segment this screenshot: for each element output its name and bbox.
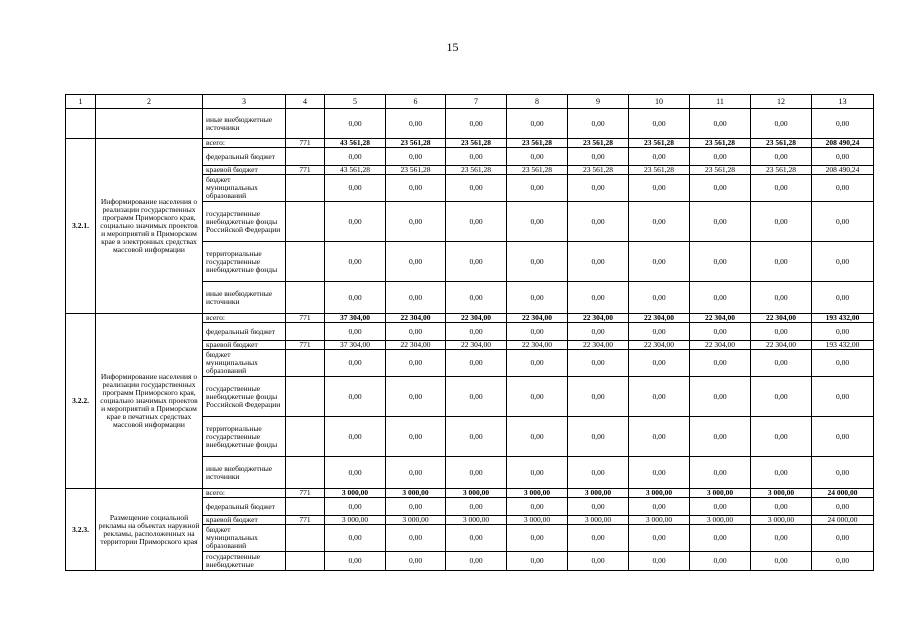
value-cell: 23 561,28 [751,166,812,175]
value-cell: 0,00 [568,552,629,571]
value-cell: 0,00 [446,323,507,341]
value-cell: 193 432,00 [812,341,874,350]
value-cell: 3 000,00 [751,516,812,525]
value-cell: 3 000,00 [751,489,812,498]
value-cell: 0,00 [507,323,568,341]
value-cell: 0,00 [751,417,812,457]
value-cell: 0,00 [386,377,446,417]
empty-num-cell [66,109,96,139]
value-cell: 0,00 [690,498,751,516]
table-row [66,139,874,148]
item-name: Информирование населения о реализации государственных программ Приморского края, социально значимых проектов и мероприятий в Приморском крае в электронных средствах массовой информации [96,139,203,314]
value-cell: 0,00 [325,350,386,377]
code-cell: 771 [286,516,325,525]
value-cell: 0,00 [386,242,446,282]
value-cell: 3 000,00 [568,489,629,498]
table-row [66,109,874,139]
value-cell: 0,00 [446,498,507,516]
value-cell: 0,00 [690,242,751,282]
header-cell: 8 [507,95,568,109]
value-cell: 3 000,00 [325,516,386,525]
value-cell: 0,00 [507,175,568,202]
value-cell: 0,00 [386,282,446,314]
value-cell: 0,00 [751,109,812,139]
source-cell: государственные внебюджетные фонды Российской Федерации [203,377,286,417]
value-cell: 0,00 [386,202,446,242]
value-cell: 24 000,00 [812,489,874,498]
value-cell: 22 304,00 [507,341,568,350]
value-cell: 3 000,00 [386,489,446,498]
value-cell: 0,00 [446,109,507,139]
source-cell: территориальные государственные внебюджетные фонды [203,417,286,457]
source-cell: краевой бюджет [203,516,286,525]
value-cell: 0,00 [325,175,386,202]
value-cell: 0,00 [690,175,751,202]
code-cell [286,109,325,139]
value-cell: 22 304,00 [386,314,446,323]
value-cell: 0,00 [568,323,629,341]
value-cell: 43 561,28 [325,166,386,175]
code-cell [286,202,325,242]
code-cell: 771 [286,489,325,498]
value-cell: 22 304,00 [629,314,690,323]
value-cell: 3 000,00 [568,516,629,525]
value-cell: 0,00 [751,525,812,552]
value-cell: 0,00 [812,175,874,202]
source-cell: бюджет муниципальных образований [203,175,286,202]
value-cell: 0,00 [690,377,751,417]
value-cell: 0,00 [812,109,874,139]
value-cell: 0,00 [629,417,690,457]
value-cell: 0,00 [325,377,386,417]
value-cell: 0,00 [812,202,874,242]
value-cell: 0,00 [812,498,874,516]
code-cell: 771 [286,314,325,323]
source-cell: федеральный бюджет [203,148,286,166]
value-cell: 0,00 [812,282,874,314]
value-cell: 23 561,28 [568,139,629,148]
value-cell: 3 000,00 [446,489,507,498]
value-cell: 0,00 [325,552,386,571]
value-cell: 0,00 [507,457,568,489]
value-cell: 23 561,28 [568,166,629,175]
value-cell: 23 561,28 [386,139,446,148]
header-cell: 7 [446,95,507,109]
value-cell: 0,00 [325,525,386,552]
value-cell: 0,00 [568,148,629,166]
value-cell: 0,00 [446,148,507,166]
value-cell: 0,00 [812,148,874,166]
value-cell: 23 561,28 [507,139,568,148]
value-cell: 0,00 [629,175,690,202]
header-cell: 12 [751,95,812,109]
value-cell: 0,00 [629,377,690,417]
value-cell: 0,00 [690,202,751,242]
source-cell: федеральный бюджет [203,323,286,341]
code-cell [286,242,325,282]
value-cell: 0,00 [386,498,446,516]
code-cell [286,282,325,314]
value-cell: 0,00 [629,282,690,314]
code-cell: 771 [286,166,325,175]
value-cell: 0,00 [751,498,812,516]
value-cell: 0,00 [386,175,446,202]
value-cell: 0,00 [386,525,446,552]
value-cell: 0,00 [751,457,812,489]
value-cell: 0,00 [446,377,507,417]
source-cell: государственные внебюджетные фонды Российской Федерации [203,202,286,242]
value-cell: 0,00 [812,323,874,341]
value-cell: 0,00 [446,175,507,202]
item-number: 3.2.2. [66,314,96,489]
value-cell: 0,00 [751,148,812,166]
value-cell: 22 304,00 [568,314,629,323]
value-cell: 3 000,00 [629,489,690,498]
budget-table [65,94,874,571]
item-name: Информирование населения о реализации государственных программ Приморского края, социально значимых проектов и мероприятий в Приморском крае в печатных средствах массовой информации [96,314,203,489]
code-cell [286,525,325,552]
value-cell: 22 304,00 [751,314,812,323]
value-cell: 0,00 [507,525,568,552]
value-cell: 0,00 [446,457,507,489]
value-cell: 0,00 [690,282,751,314]
value-cell: 37 304,00 [325,341,386,350]
value-cell: 0,00 [568,109,629,139]
value-cell: 0,00 [812,552,874,571]
value-cell: 0,00 [812,457,874,489]
value-cell: 0,00 [690,350,751,377]
value-cell: 0,00 [690,525,751,552]
value-cell: 23 561,28 [386,166,446,175]
source-cell: территориальные государственные внебюджетные фонды [203,242,286,282]
value-cell: 0,00 [568,350,629,377]
value-cell: 0,00 [751,282,812,314]
value-cell: 193 432,00 [812,314,874,323]
value-cell: 0,00 [690,148,751,166]
value-cell: 0,00 [751,552,812,571]
source-cell: иные внебюджетные источники [203,457,286,489]
code-cell [286,148,325,166]
value-cell: 0,00 [629,242,690,282]
value-cell: 0,00 [507,148,568,166]
value-cell: 0,00 [507,202,568,242]
code-cell [286,457,325,489]
source-cell: иные внебюджетные источники [203,109,286,139]
code-cell [286,377,325,417]
value-cell: 37 304,00 [325,314,386,323]
value-cell: 0,00 [629,202,690,242]
code-cell [286,350,325,377]
value-cell: 3 000,00 [690,516,751,525]
value-cell: 0,00 [690,109,751,139]
value-cell: 0,00 [386,552,446,571]
value-cell: 0,00 [751,202,812,242]
value-cell: 22 304,00 [446,314,507,323]
value-cell: 0,00 [629,552,690,571]
value-cell: 0,00 [325,242,386,282]
value-cell: 0,00 [446,350,507,377]
table-row [66,489,874,498]
value-cell: 23 561,28 [690,139,751,148]
value-cell: 0,00 [751,377,812,417]
value-cell: 0,00 [751,323,812,341]
empty-name-cell [96,109,203,139]
value-cell: 22 304,00 [386,341,446,350]
value-cell: 0,00 [507,552,568,571]
value-cell: 0,00 [629,498,690,516]
value-cell: 3 000,00 [507,516,568,525]
value-cell: 43 561,28 [325,139,386,148]
header-cell: 3 [203,95,286,109]
value-cell: 0,00 [446,552,507,571]
header-row [66,95,874,109]
value-cell: 22 304,00 [446,341,507,350]
value-cell: 22 304,00 [629,341,690,350]
value-cell: 0,00 [507,350,568,377]
value-cell: 0,00 [386,323,446,341]
value-cell: 22 304,00 [751,341,812,350]
value-cell: 0,00 [325,282,386,314]
value-cell: 0,00 [629,457,690,489]
value-cell: 0,00 [386,109,446,139]
value-cell: 3 000,00 [507,489,568,498]
value-cell: 3 000,00 [446,516,507,525]
value-cell: 0,00 [446,282,507,314]
source-cell: всего: [203,139,286,148]
value-cell: 3 000,00 [325,489,386,498]
value-cell: 23 561,28 [507,166,568,175]
item-number: 3.2.1. [66,139,96,314]
source-cell: всего: [203,489,286,498]
source-cell: всего: [203,314,286,323]
value-cell: 23 561,28 [446,166,507,175]
value-cell: 0,00 [629,350,690,377]
value-cell: 0,00 [812,525,874,552]
value-cell: 0,00 [812,242,874,282]
value-cell: 0,00 [568,377,629,417]
value-cell: 0,00 [325,109,386,139]
value-cell: 0,00 [507,498,568,516]
value-cell: 0,00 [386,350,446,377]
value-cell: 0,00 [386,148,446,166]
header-cell: 6 [386,95,446,109]
value-cell: 0,00 [690,552,751,571]
value-cell: 24 000,00 [812,516,874,525]
value-cell: 0,00 [325,498,386,516]
value-cell: 0,00 [812,417,874,457]
value-cell: 0,00 [325,202,386,242]
value-cell: 3 000,00 [386,516,446,525]
value-cell: 0,00 [629,109,690,139]
value-cell: 0,00 [325,323,386,341]
value-cell: 22 304,00 [507,314,568,323]
value-cell: 0,00 [568,457,629,489]
code-cell [286,323,325,341]
code-cell: 771 [286,341,325,350]
source-cell: бюджет муниципальных образований [203,350,286,377]
value-cell: 0,00 [507,242,568,282]
item-name: Размещение социальной рекламы на объектах наружной рекламы, расположенных на территории Приморского края [96,489,203,571]
value-cell: 0,00 [568,498,629,516]
source-cell: федеральный бюджет [203,498,286,516]
value-cell: 0,00 [446,417,507,457]
value-cell: 0,00 [568,175,629,202]
value-cell: 0,00 [751,242,812,282]
value-cell: 208 490,24 [812,166,874,175]
value-cell: 0,00 [568,525,629,552]
page-number: 15 [446,40,459,54]
header-cell: 1 [66,95,96,109]
value-cell: 0,00 [386,457,446,489]
value-cell: 0,00 [629,323,690,341]
value-cell: 0,00 [568,242,629,282]
code-cell: 771 [286,139,325,148]
source-cell: краевой бюджет [203,166,286,175]
value-cell: 23 561,28 [690,166,751,175]
table-row [66,314,874,323]
value-cell: 0,00 [507,109,568,139]
value-cell: 0,00 [690,417,751,457]
value-cell: 0,00 [325,417,386,457]
value-cell: 23 561,28 [446,139,507,148]
value-cell: 23 561,28 [629,139,690,148]
header-cell: 10 [629,95,690,109]
value-cell: 23 561,28 [751,139,812,148]
header-cell: 9 [568,95,629,109]
value-cell: 0,00 [507,417,568,457]
value-cell: 0,00 [812,377,874,417]
value-cell: 3 000,00 [629,516,690,525]
value-cell: 22 304,00 [568,341,629,350]
value-cell: 0,00 [325,148,386,166]
header-cell: 13 [812,95,874,109]
value-cell: 22 304,00 [690,314,751,323]
value-cell: 0,00 [325,457,386,489]
header-cell: 2 [96,95,203,109]
value-cell: 23 561,28 [629,166,690,175]
value-cell: 0,00 [568,417,629,457]
value-cell: 0,00 [629,525,690,552]
header-cell: 11 [690,95,751,109]
code-cell [286,175,325,202]
source-cell: государственные внебюджетные [203,552,286,571]
value-cell: 0,00 [446,202,507,242]
value-cell: 3 000,00 [690,489,751,498]
source-cell: краевой бюджет [203,341,286,350]
value-cell: 0,00 [568,202,629,242]
value-cell: 0,00 [386,417,446,457]
value-cell: 0,00 [751,175,812,202]
source-cell: бюджет муниципальных образований [203,525,286,552]
value-cell: 0,00 [446,242,507,282]
value-cell: 22 304,00 [690,341,751,350]
value-cell: 0,00 [446,525,507,552]
item-number: 3.2.3. [66,489,96,571]
code-cell [286,498,325,516]
value-cell: 0,00 [629,148,690,166]
source-cell: иные внебюджетные источники [203,282,286,314]
header-cell: 4 [286,95,325,109]
value-cell: 0,00 [812,350,874,377]
code-cell [286,552,325,571]
code-cell [286,417,325,457]
value-cell: 0,00 [507,282,568,314]
value-cell: 208 490,24 [812,139,874,148]
value-cell: 0,00 [507,377,568,417]
value-cell: 0,00 [690,457,751,489]
value-cell: 0,00 [751,350,812,377]
header-cell: 5 [325,95,386,109]
value-cell: 0,00 [690,323,751,341]
value-cell: 0,00 [568,282,629,314]
